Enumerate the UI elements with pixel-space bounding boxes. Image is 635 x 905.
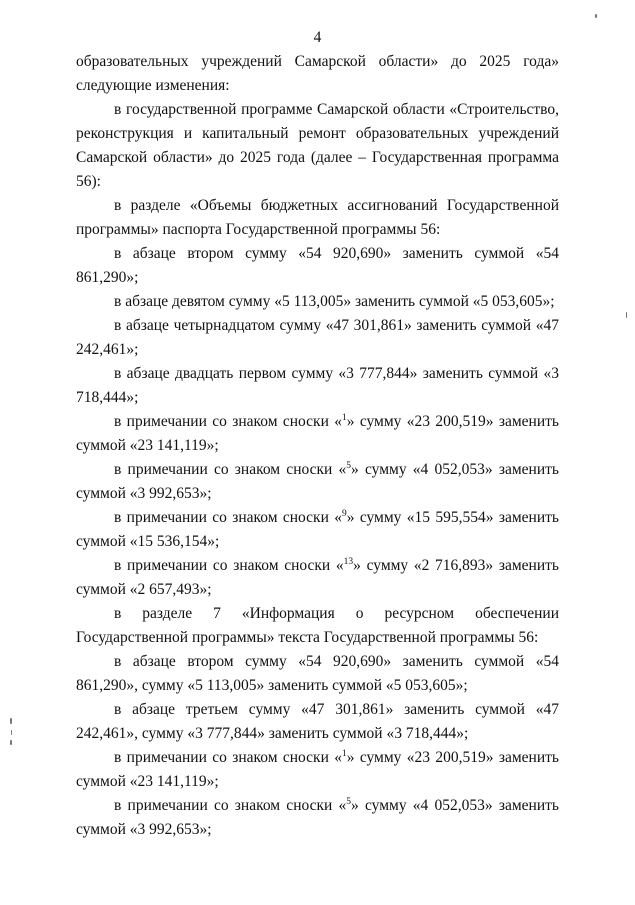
footnote-mark: 9 [341,509,347,519]
footnote-text-start: в примечании со знаком сноски « [114,797,347,814]
footnote-text-start: в примечании со знаком сноски « [114,557,344,574]
paragraph-section7-amendment-3: в абзаце третьем сумму «47 301,861» заменить суммой «47 242,461», сумму «3 777,844» заменить суммой «3 718,444»; [76,701,559,742]
paragraph-amendment-9: в абзаце девятом сумму «5 113,005» заменить суммой «5 053,605»; [114,293,555,310]
paragraph-amendment-14: в абзаце четырнадцатом сумму «47 301,861» заменить суммой «47 242,461»; [76,317,559,358]
scan-mark-right [626,312,627,318]
footnote-text-end: » сумму «4 052,053» заменить суммой «3 992,653»; [76,461,559,502]
footnote-text-end: » сумму «23 200,519» заменить суммой «23 141,119»; [76,749,559,790]
paragraph-footnote-9 [76,506,559,554]
paragraph-section7-footnote-5 [76,794,559,842]
footnote-text-start: в примечании со знаком сноски « [114,461,347,478]
document-body [76,50,559,842]
footnote-mark: 1 [341,749,347,759]
footnote-text-start: в примечании со знаком сноски « [114,749,342,766]
paragraph-section-volumes: в разделе «Объемы бюджетных ассигнований Государственной программы» паспорта Государственной программы 56: [76,197,559,238]
footnote-text-end: » сумму «4 052,053» заменить суммой «3 992,653»; [76,797,559,838]
footnote-mark: 13 [343,557,354,567]
footnote-text-end: » сумму «15 595,554» заменить суммой «15 536,154»; [76,509,559,550]
paragraph-continuation: образовательных учреждений Самарской области» до 2025 года» следующие изменения: [76,53,559,94]
paragraph-amendment-21: в абзаце двадцать первом сумму «3 777,844» заменить суммой «3 718,444»; [76,365,559,406]
paragraph-footnote-13 [76,554,559,602]
footnote-text-end: » сумму «23 200,519» заменить суммой «23 141,119»; [76,413,559,454]
footnote-text-end: » сумму «2 716,893» заменить суммой «2 657,493»; [76,557,559,598]
page-number: 4 [313,29,322,46]
paragraph-footnote-1 [76,410,559,458]
paragraph-amendment-2: в абзаце втором сумму «54 920,690» заменить суммой «54 861,290»; [76,245,559,286]
footnote-text-start: в примечании со знаком сноски « [114,509,342,526]
paragraph-section7-amendment-2: в абзаце втором сумму «54 920,690» заменить суммой «54 861,290», сумму «5 113,005» заменить суммой «5 053,605»; [76,653,559,694]
footnote-mark: 5 [346,797,352,807]
paragraph-section-7: в разделе 7 «Информация о ресурсном обеспечении Государственной программы» текста Государственной программы 56: [76,605,559,646]
scan-mark-left-1 [10,718,12,724]
footnote-mark: 5 [346,461,352,471]
scan-mark-left-3 [10,740,12,745]
footnote-text-start: в примечании со знаком сноски « [114,413,342,430]
scan-mark-top-right [595,14,597,18]
paragraph-program-intro: в государственной программе Самарской области «Строительство, реконструкция и капитальный ремонт образовательных учреждений Самарской области» до 2025 года (далее – Государственная программа 56): [76,101,559,190]
footnote-mark: 1 [341,413,347,423]
paragraph-footnote-5 [76,458,559,506]
scan-mark-left-2 [11,730,12,735]
paragraph-section7-footnote-1 [76,746,559,794]
